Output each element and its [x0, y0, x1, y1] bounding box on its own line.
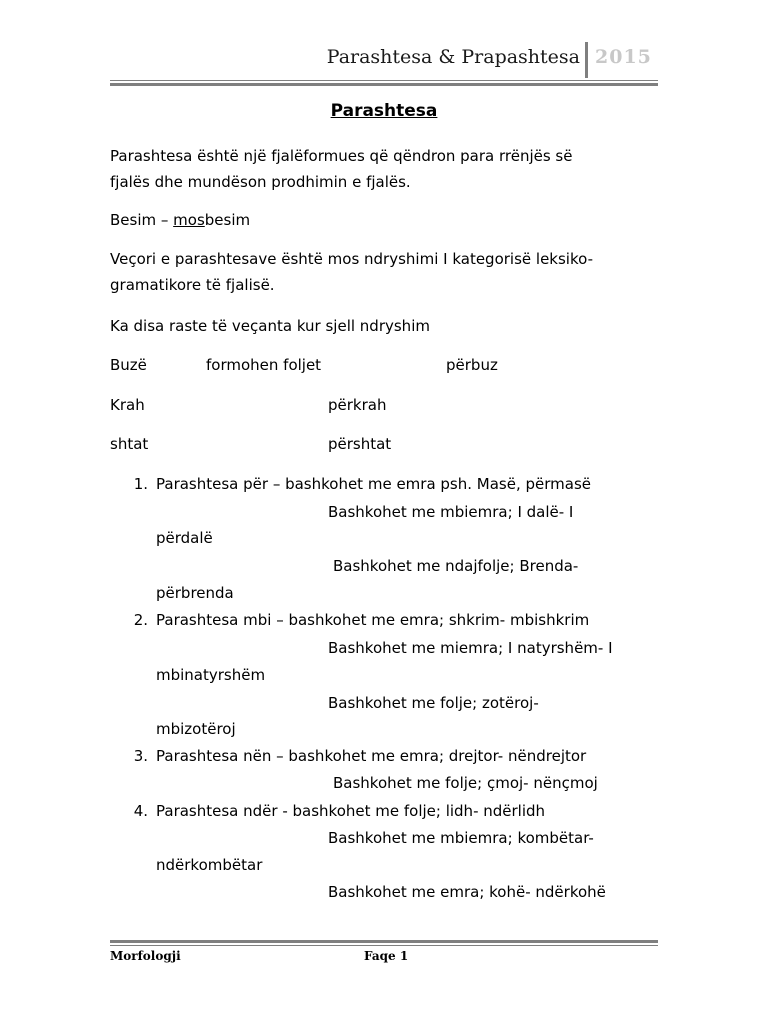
case-derived: përshtat: [328, 435, 392, 453]
intro-line-2: fjalës dhe mundëson prodhimin e fjalës.: [110, 173, 411, 191]
feature-line-2: gramatikore të fjalisë.: [110, 276, 275, 294]
header-rule-thick: [110, 83, 658, 86]
list-item-sub: Bashkohet me mbiemra; kombëtar-: [328, 829, 594, 847]
list-item-main: Parashtesa mbi – bashkohet me emra; shkrim- mbishkrim: [156, 611, 590, 629]
list-item-sub: mbinatyrshëm: [156, 666, 266, 684]
header-rule-thin: [110, 80, 658, 81]
case-note: formohen foljet: [206, 356, 322, 374]
list-item-sub: Bashkohet me ndajfolje; Brenda-: [333, 557, 579, 575]
case-derived: përbuz: [446, 356, 498, 374]
list-item-sub: Bashkohet me miemra; I natyrshëm- I: [328, 639, 613, 657]
case-word: shtat: [110, 435, 149, 453]
case-word: Buzë: [110, 356, 147, 374]
intro-line-1: Parashtesa është një fjalëformues që qëndron para rrënjës së: [110, 147, 573, 165]
feature-line-1: Veçori e parashtesave është mos ndryshimi I kategorisë leksiko-: [110, 250, 593, 268]
example-base: Besim –: [110, 211, 174, 229]
case-word: Krah: [110, 396, 145, 414]
footer-page-number: Faqe 1: [364, 949, 409, 963]
example-line: [110, 210, 250, 230]
list-item-main: Parashtesa ndër - bashkohet me folje; lidh- ndërlidh: [156, 802, 546, 820]
footer-rule-thick: [110, 940, 658, 943]
list-item-sub: Bashkohet me folje; zotëroj-: [328, 694, 539, 712]
list-item-sub: përdalë: [156, 529, 213, 547]
page-heading: Parashtesa: [330, 101, 438, 121]
header-separator: [585, 42, 588, 78]
example-rest: besim: [204, 211, 251, 229]
special-cases-line: Ka disa raste të veçanta kur sjell ndryshim: [110, 317, 430, 335]
list-item-sub: mbizotëroj: [156, 720, 236, 738]
list-item-sub: Bashkohet me mbiemra; I dalë- I: [328, 503, 574, 521]
list-item-main: Parashtesa nën – bashkohet me emra; drejtor- nëndrejtor: [156, 747, 587, 765]
footer-rule-thin: [110, 945, 658, 946]
list-item-sub: ndërkombëtar: [156, 856, 263, 874]
list-number: 2.: [133, 611, 148, 629]
list-number: 1.: [133, 475, 148, 493]
example-prefix: mos: [173, 211, 205, 229]
footer-subject: Morfologji: [110, 949, 181, 963]
header-title: Parashtesa & Prapashtesa: [326, 46, 580, 68]
list-number: 4.: [133, 802, 148, 820]
header-year: 2015: [595, 46, 652, 68]
case-derived: përkrah: [328, 396, 387, 414]
list-item-sub: Bashkohet me emra; kohë- ndërkohë: [328, 883, 606, 901]
list-item-sub: Bashkohet me folje; çmoj- nënçmoj: [333, 774, 598, 792]
list-item-sub: përbrenda: [156, 584, 234, 602]
list-item-main: Parashtesa për – bashkohet me emra psh. Masë, përmasë: [156, 475, 591, 493]
list-number: 3.: [133, 747, 148, 765]
